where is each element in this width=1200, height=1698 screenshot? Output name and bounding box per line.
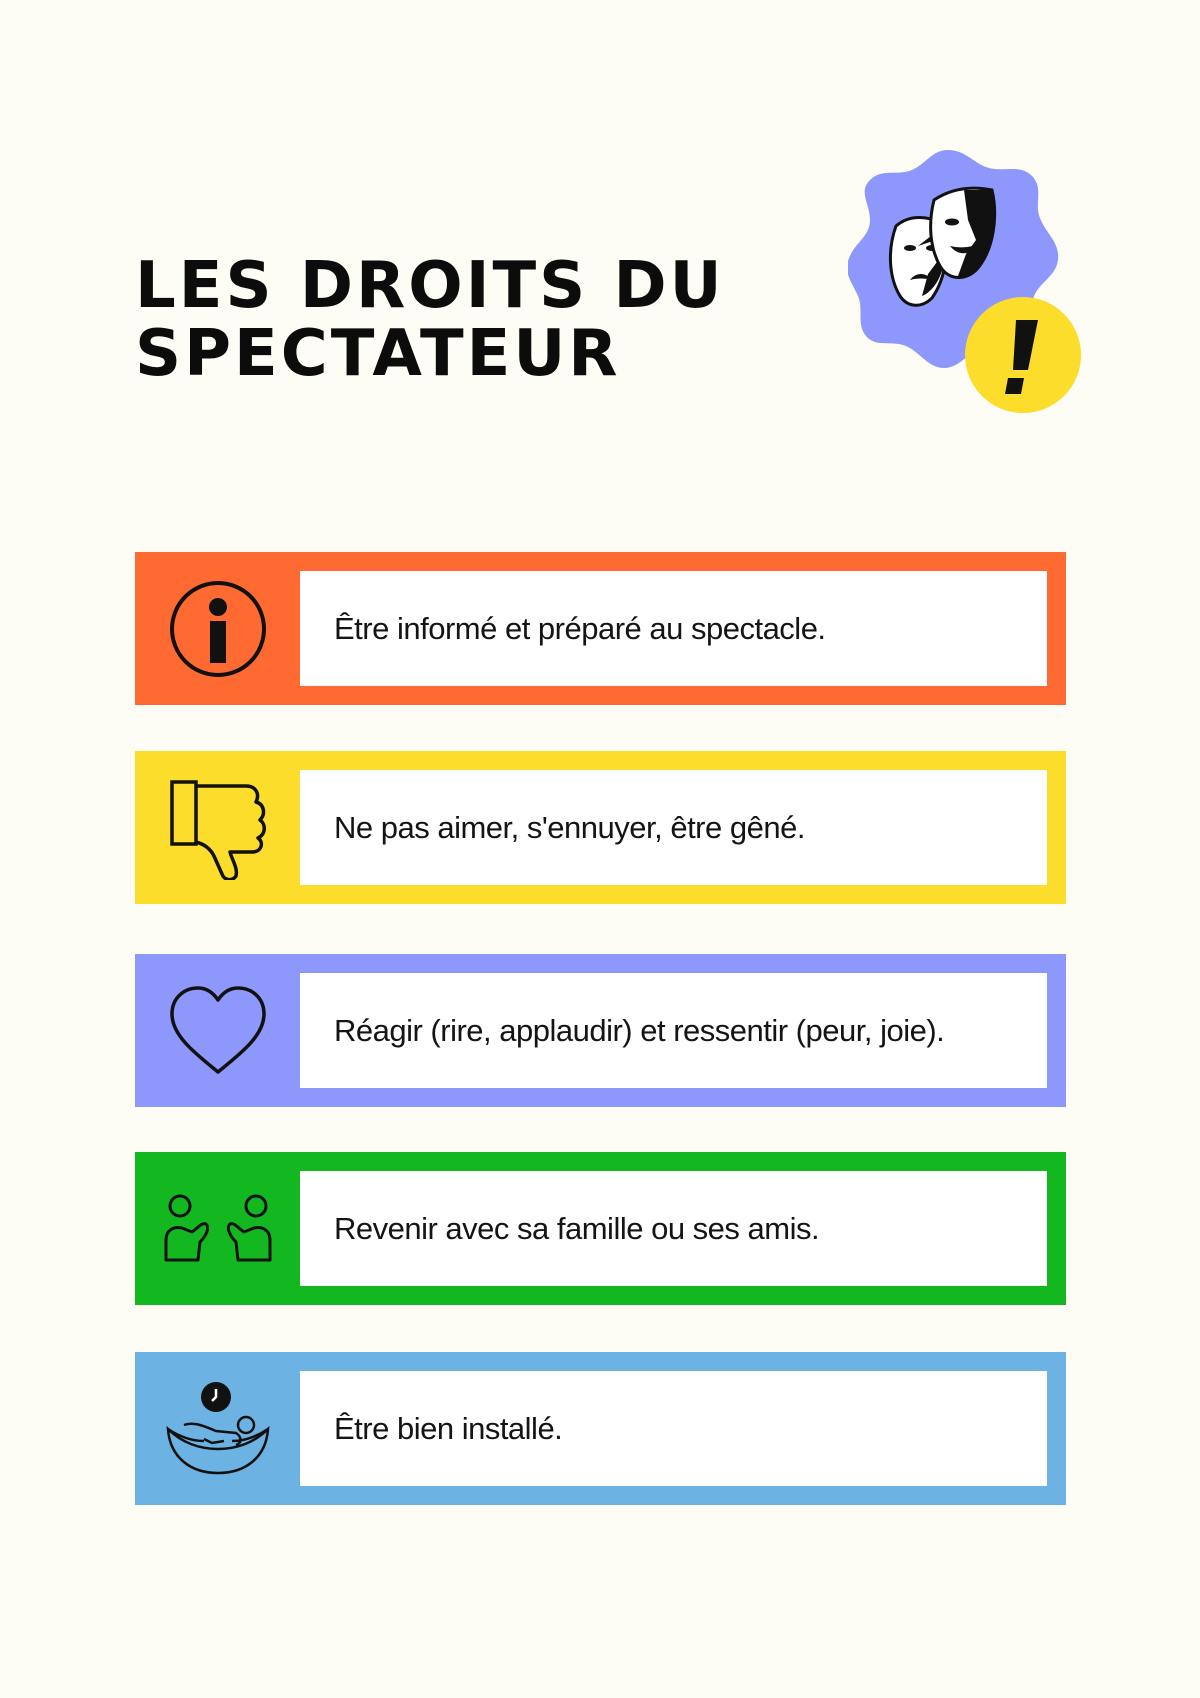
exclamation-icon (965, 297, 1081, 413)
card-text-box (300, 973, 1047, 1088)
right-card-1 (135, 552, 1066, 705)
card-text-box (300, 770, 1047, 885)
thumbs-down-icon (166, 776, 270, 880)
card-icon-area (135, 751, 300, 904)
info-icon (166, 577, 270, 681)
card-icon-area (135, 1352, 300, 1505)
right-card-5 (135, 1352, 1066, 1505)
right-text: Ne pas aimer, s'ennuyer, être gêné. (334, 809, 805, 845)
people-icon (162, 1194, 274, 1264)
right-text: Être informé et préparé au spectacle. (334, 610, 826, 646)
card-icon-area (135, 552, 300, 705)
card-text-box (300, 1371, 1047, 1486)
heart-icon (166, 984, 270, 1078)
card-icon-area (135, 1152, 300, 1305)
right-card-4 (135, 1152, 1066, 1305)
card-icon-area (135, 954, 300, 1107)
title-line-1: LES DROITS DU (135, 249, 725, 323)
right-card-2 (135, 751, 1066, 904)
card-text-box (300, 571, 1047, 686)
page-title (135, 249, 725, 391)
right-text: Être bien installé. (334, 1410, 563, 1446)
right-text: Revenir avec sa famille ou ses amis. (334, 1210, 820, 1246)
right-card-3 (135, 954, 1066, 1107)
right-text: Réagir (rire, applaudir) et ressentir (peur, joie). (334, 1012, 945, 1048)
title-line-2: SPECTATEUR (135, 317, 621, 391)
card-text-box (300, 1171, 1047, 1286)
theater-badge (848, 148, 1088, 420)
hammock-clock-icon (164, 1381, 272, 1477)
